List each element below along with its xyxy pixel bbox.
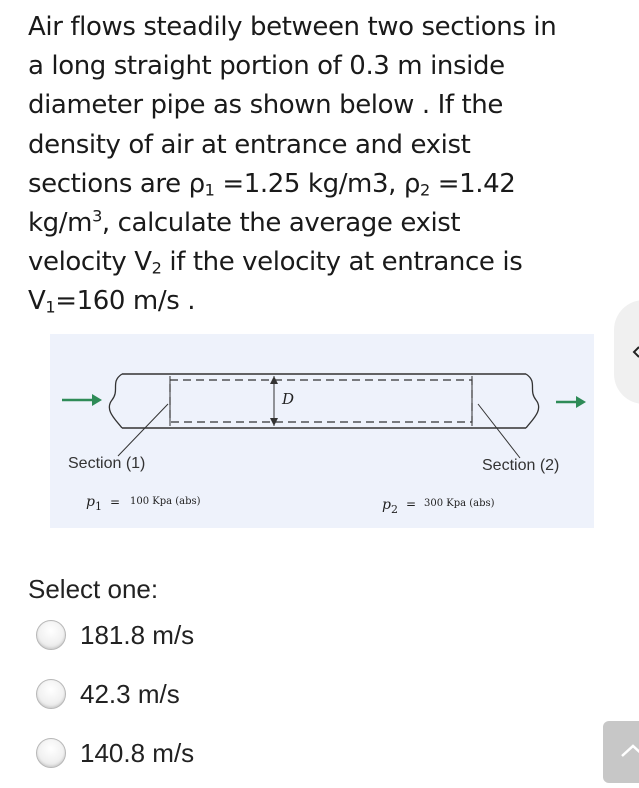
radio-button[interactable] [36,620,66,650]
answer-option-label[interactable]: 42.3 m/s [80,678,180,709]
p2-symbol: p [382,497,391,513]
p2-subscript: 2 [390,502,398,516]
question-fragment: =1.25 kg/m3, ρ [214,168,420,199]
subscript: 1 [45,297,56,317]
flow-arrow-in-icon [62,394,102,406]
flow-arrow-out-icon [556,396,586,408]
scroll-to-top-button[interactable] [603,721,639,783]
question-fragment: =160 m/s . [55,286,196,317]
p1-value: 100 Kpa (abs) [130,496,201,507]
radio-button[interactable] [36,738,66,768]
chevron-up-icon [619,741,639,761]
diameter-label: D [282,390,295,408]
question-fragment: sections are ρ [28,168,205,199]
p2-value: 300 Kpa (abs) [424,498,495,509]
question-line [28,165,608,204]
p1-label [86,494,102,513]
pipe-break-left [109,374,122,428]
section2-label: Section (2) [482,457,560,474]
subscript: 2 [151,258,162,278]
question-text [28,8,608,322]
section1-label: Section (1) [68,455,146,472]
p2-equals: = [406,497,417,511]
answer-option[interactable] [36,733,436,773]
question-fragment: velocity V [28,247,152,278]
p1-symbol: p [86,494,95,510]
answer-option[interactable] [36,615,436,655]
p2-label [382,497,398,516]
control-volume [170,380,472,422]
p1-subscript: 1 [94,499,102,513]
superscript: 3 [92,206,102,226]
question-fragment: if the velocity at entrance is [161,247,523,278]
section1-leader [118,404,168,456]
subscript: 2 [419,180,430,200]
pipe-break-right [526,374,539,428]
section2-leader [478,404,520,458]
question-fragment: kg/m [28,208,93,239]
p1-equals: = [110,495,121,509]
question-line: density of air at entrance and exist [28,129,471,160]
question-line [28,243,608,282]
answer-option-label[interactable]: 181.8 m/s [80,619,195,650]
question-line [28,204,608,243]
chevron-left-icon[interactable] [632,344,639,360]
radio-button[interactable] [36,679,66,709]
answer-option-label[interactable]: 140.8 m/s [80,737,195,768]
question-line: Air flows steadily between two sections in [28,12,557,42]
question-fragment: , calculate the average exist [101,208,461,239]
question-fragment: =1.42 [429,168,516,199]
answer-option[interactable] [36,674,436,714]
select-one-label: Select one: [28,574,159,604]
pipe-diagram [50,334,594,528]
question-fragment: V [28,286,46,317]
subscript: 1 [204,180,215,200]
question-line: diameter pipe as shown below . If the [28,90,503,121]
question-line: a long straight portion of 0.3 m inside [28,51,505,82]
question-line [28,282,608,321]
